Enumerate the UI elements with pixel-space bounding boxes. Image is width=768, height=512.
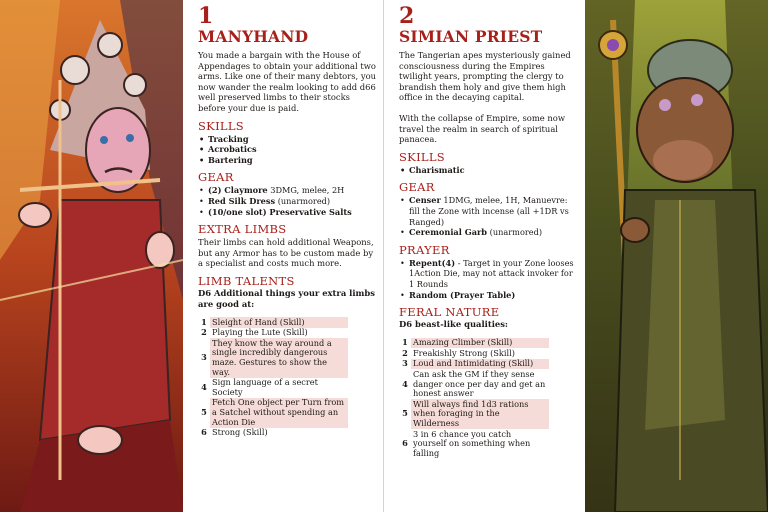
gear-item — [399, 227, 579, 238]
skills-list — [198, 134, 378, 166]
skill-item: • Charismatic — [399, 165, 579, 176]
roll-result: Loud and Intimidating (Skill) — [411, 359, 549, 370]
gear-detail: (unarmored) — [487, 227, 543, 238]
skills-heading: SKILLS — [198, 118, 244, 133]
skill-item: • Bartering — [198, 155, 378, 166]
prayer-detail: - Target in your Zone looses 1Action Die, may not attack invoker for 1 Rounds — [409, 257, 574, 289]
roll-result: Fetch One object per Turn from a Satchel without spending an Action Die — [210, 398, 348, 428]
gear-name: Red Silk Dress — [208, 195, 276, 206]
entry-number: 2 — [399, 3, 415, 29]
table-row — [399, 399, 549, 429]
gear-detail: (unarmored) — [275, 195, 331, 206]
extra-limbs-text: Their limbs can hold additional Weapons, but any Armor has to be custom made by a specialist and costs much more. — [198, 237, 374, 269]
roll-number: 2 — [402, 347, 408, 358]
roll-result: Can ask the GM if they sense danger once per day and get an honest answer — [413, 368, 546, 399]
roll-number: 6 — [201, 427, 207, 438]
extra-limbs-heading: EXTRA LIMBS — [198, 222, 287, 237]
feral-nature-subheading: D6 beast-like qualities: — [399, 319, 509, 330]
gear-item — [198, 207, 378, 218]
roll-number: 2 — [201, 327, 207, 338]
roll-result: Sign language of a secret Society — [212, 377, 318, 397]
gear-name: Ceremonial Garb — [409, 227, 488, 238]
manyhand-page — [183, 0, 384, 512]
prayer-name: Random (Prayer Table) — [409, 289, 516, 300]
roll-number: 3 — [201, 352, 207, 363]
roll-number: 1 — [402, 337, 408, 348]
table-row — [399, 359, 549, 370]
roll-number: 1 — [201, 316, 207, 327]
roll-result: Sleight of Hand (Skill) — [210, 317, 348, 328]
gear-heading: GEAR — [198, 170, 234, 185]
entry-number: 1 — [198, 3, 214, 29]
skills-list — [399, 165, 579, 176]
gear-list — [399, 195, 579, 237]
feral-nature-table — [399, 338, 549, 459]
table-row — [399, 369, 549, 399]
prayer-item — [399, 290, 579, 301]
roll-result: Strong (Skill) — [212, 427, 268, 438]
limb-talents-subheading: D6 Additional things your extra limbs are good at: — [198, 287, 375, 309]
feral-nature-heading: FERAL NATURE — [399, 305, 500, 320]
roll-number: 5 — [201, 406, 207, 417]
entry-description: The Tangerian apes mysteriously gained consciousness during the Empires twilight years, prompting the clergy to brandish them holy and give them high office in the decaying capital. — [399, 50, 571, 103]
limb-talents-table — [198, 317, 348, 438]
skill-item: • Acrobatics — [198, 144, 378, 155]
entry-description-continued: With the collapse of Empire, some now travel the realm in search of spiritual panacea. — [399, 112, 565, 145]
entry-title: SIMIAN PRIEST — [399, 27, 543, 46]
roll-number: 5 — [402, 408, 408, 419]
entry-title: MANYHAND — [198, 27, 309, 46]
roll-number: 3 — [402, 358, 408, 369]
roll-result: Playing the Lute (Skill) — [212, 327, 308, 338]
simian-priest-artwork — [585, 0, 768, 512]
skill-item: • Tracking — [198, 134, 378, 145]
prayer-name: Repent(4) — [409, 257, 456, 268]
roll-number: 6 — [402, 438, 408, 449]
limb-talents-heading: LIMB TALENTS — [198, 273, 295, 288]
roll-result: Freakishly Strong (Skill) — [413, 347, 515, 358]
gear-name: (2) Claymore — [208, 185, 268, 196]
table-row — [198, 338, 348, 377]
prayer-item — [399, 258, 579, 290]
gear-detail: 1DMG, melee, 1H, Manuevre: fill the Zone with incense (all +1DR vs Ranged) — [409, 195, 569, 227]
simian-priest-illustration — [585, 0, 768, 512]
table-row — [198, 428, 348, 439]
gear-detail: 3DMG, melee, 2H — [267, 185, 345, 196]
gear-list — [198, 185, 378, 217]
table-row — [198, 328, 348, 339]
table-row — [399, 429, 549, 459]
table-row — [399, 348, 549, 359]
manyhand-illustration — [0, 0, 183, 512]
gear-item — [198, 185, 378, 196]
table-row — [399, 338, 549, 349]
table-row — [198, 398, 348, 428]
table-row — [198, 317, 348, 328]
prayer-heading: PRAYER — [399, 242, 450, 257]
gear-name: (10/one slot) Preservative Salts — [208, 206, 352, 217]
skills-heading: SKILLS — [399, 149, 445, 164]
gear-heading: GEAR — [399, 180, 435, 195]
roll-result: 3 in 6 chance you catch yourself on something when falling — [413, 428, 531, 458]
entry-description: You made a bargain with the House of Appendages to obtain your additional two arms. Like one of their many debtors, you now wander the realm looking to add d66 well preserved limbs to their stocks before your due is paid. — [198, 50, 377, 113]
manyhand-artwork — [0, 0, 183, 512]
roll-result: Will always find 1d3 rations when foraging in the Wilderness — [411, 399, 549, 429]
roll-result: They know the way around a single incredibly dangerous maze. Gestures to show the way. — [210, 338, 348, 377]
roll-number: 4 — [402, 378, 408, 389]
roll-number: 4 — [201, 381, 207, 392]
gear-name: Censer — [409, 195, 441, 206]
prayer-list — [399, 258, 579, 300]
table-row — [198, 378, 348, 398]
simian-priest-page — [384, 0, 585, 512]
gear-item — [399, 195, 579, 227]
roll-result: Amazing Climber (Skill) — [411, 338, 549, 349]
gear-item — [198, 196, 378, 207]
